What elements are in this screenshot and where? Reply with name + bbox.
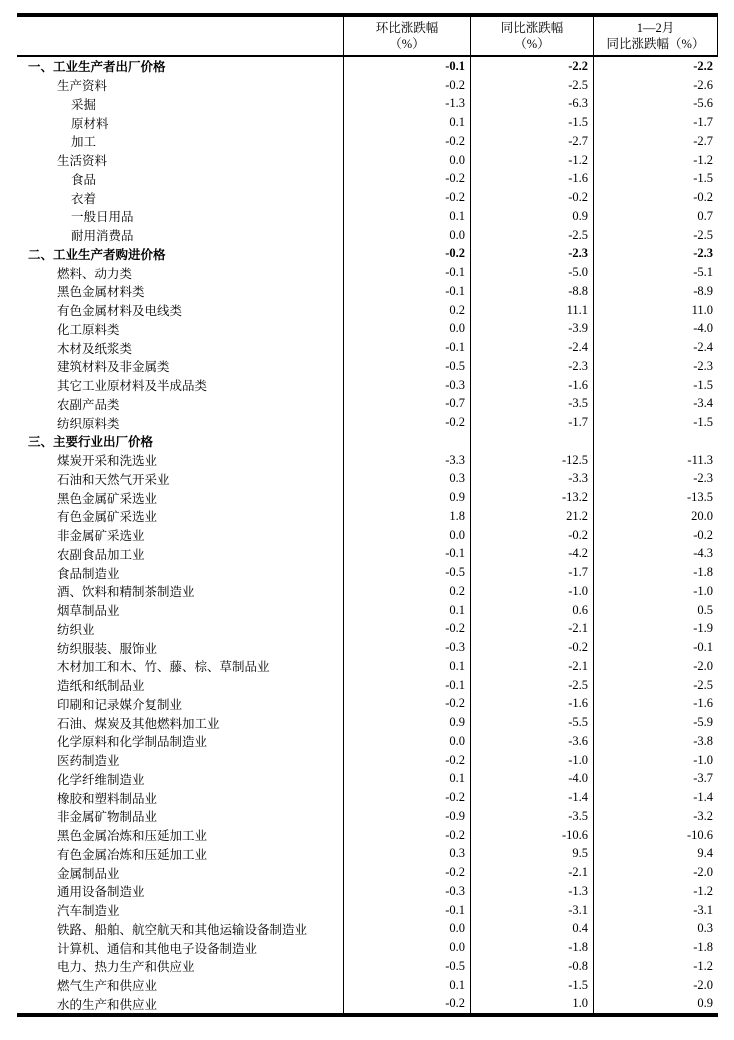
value-cell: -0.1 — [343, 282, 470, 301]
value-cell: -2.0 — [593, 863, 718, 882]
row-label: 采掘 — [71, 97, 97, 112]
value-cell: -1.7 — [470, 413, 593, 432]
row-label: 黑色金属矿采选业 — [57, 491, 158, 506]
value-cell: 9.5 — [470, 845, 593, 864]
row-label: 木材及纸浆类 — [57, 341, 133, 356]
header-label-cell — [17, 17, 343, 57]
row-label: 生活资料 — [57, 154, 108, 169]
table-row — [17, 151, 718, 170]
value-cell: -1.0 — [593, 582, 718, 601]
value-cell: -1.5 — [470, 976, 593, 995]
value-cell: -1.0 — [470, 751, 593, 770]
value-cell: 0.2 — [343, 301, 470, 320]
value-cell: -13.2 — [470, 488, 593, 507]
value-cell: -1.2 — [470, 151, 593, 170]
value-cell: -3.6 — [470, 732, 593, 751]
table-row — [17, 207, 718, 226]
value-cell: -5.1 — [593, 263, 718, 282]
row-label: 纺织服装、服饰业 — [57, 641, 158, 656]
table-row — [17, 770, 718, 789]
table-row — [17, 245, 718, 264]
value-cell: -0.2 — [343, 695, 470, 714]
value-cell: -0.2 — [343, 788, 470, 807]
value-cell: -3.5 — [470, 395, 593, 414]
value-cell: -3.7 — [593, 770, 718, 789]
row-label: 金属制品业 — [57, 866, 120, 881]
table-row — [17, 376, 718, 395]
value-cell: -0.2 — [593, 188, 718, 207]
value-cell: -1.5 — [470, 113, 593, 132]
value-cell: -13.5 — [593, 488, 718, 507]
value-cell: 0.9 — [343, 488, 470, 507]
table-row — [17, 620, 718, 639]
value-cell: -2.5 — [470, 76, 593, 95]
value-cell: -0.8 — [470, 957, 593, 976]
value-cell: -1.6 — [470, 376, 593, 395]
value-cell: 0.3 — [593, 920, 718, 939]
table-row — [17, 826, 718, 845]
value-cell: 0.1 — [343, 976, 470, 995]
value-cell: -1.3 — [343, 95, 470, 114]
table-row — [17, 995, 718, 1014]
value-cell: -1.2 — [593, 151, 718, 170]
table-row — [17, 751, 718, 770]
value-cell: -1.2 — [593, 957, 718, 976]
value-cell: -0.2 — [470, 638, 593, 657]
value-cell: -2.3 — [593, 357, 718, 376]
value-cell: -12.5 — [470, 451, 593, 470]
value-cell: -10.6 — [470, 826, 593, 845]
value-cell: -2.3 — [470, 245, 593, 264]
value-cell: -0.1 — [343, 545, 470, 564]
table-row — [17, 676, 718, 695]
row-label: 生产资料 — [57, 79, 108, 94]
value-cell: -2.3 — [593, 470, 718, 489]
value-cell: -0.2 — [343, 826, 470, 845]
value-cell: -4.0 — [593, 320, 718, 339]
row-label: 农副食品加工业 — [57, 547, 145, 562]
value-cell: -0.1 — [343, 263, 470, 282]
value-cell: -1.9 — [593, 620, 718, 639]
table-row — [17, 113, 718, 132]
value-cell: 0.1 — [343, 601, 470, 620]
table-row — [17, 132, 718, 151]
value-cell: -1.6 — [470, 695, 593, 714]
row-label: 非金属矿采选业 — [57, 529, 145, 544]
price-index-table — [17, 13, 718, 1017]
value-cell: 0.0 — [343, 320, 470, 339]
value-cell: -0.9 — [343, 807, 470, 826]
value-cell: -2.2 — [470, 57, 593, 76]
row-label: 水的生产和供应业 — [57, 997, 158, 1012]
value-cell: -3.8 — [593, 732, 718, 751]
table-row — [17, 788, 718, 807]
row-label: 食品制造业 — [57, 566, 120, 581]
value-cell: -0.1 — [343, 338, 470, 357]
row-label: 纺织业 — [57, 622, 95, 637]
value-cell: -1.0 — [470, 582, 593, 601]
table-row — [17, 807, 718, 826]
table-row — [17, 432, 718, 451]
value-cell: 0.0 — [343, 151, 470, 170]
value-cell: -11.3 — [593, 451, 718, 470]
table-row — [17, 413, 718, 432]
table-row — [17, 601, 718, 620]
value-cell: -0.1 — [343, 676, 470, 695]
value-cell: -2.2 — [593, 57, 718, 76]
table-row — [17, 582, 718, 601]
header-line: 1—2月 — [636, 21, 675, 35]
value-cell: 0.6 — [470, 601, 593, 620]
value-cell: -2.7 — [470, 132, 593, 151]
value-cell: -0.5 — [343, 357, 470, 376]
value-cell: 0.0 — [343, 526, 470, 545]
table-row — [17, 563, 718, 582]
row-label: 一般日用品 — [71, 210, 134, 225]
price-index-table-wrap — [17, 13, 718, 1017]
row-label: 煤炭开采和洗选业 — [57, 454, 158, 469]
value-cell: -2.3 — [593, 245, 718, 264]
row-label: 农副产品类 — [57, 397, 120, 412]
row-label: 燃料、动力类 — [57, 266, 133, 281]
value-cell: -2.1 — [470, 657, 593, 676]
table-row — [17, 638, 718, 657]
value-cell: -2.1 — [470, 620, 593, 639]
table-row — [17, 170, 718, 189]
value-cell: -4.3 — [593, 545, 718, 564]
row-label: 加工 — [71, 135, 97, 150]
table-row — [17, 920, 718, 939]
header-line: （%） — [514, 37, 550, 51]
value-cell: -1.7 — [470, 563, 593, 582]
value-cell: 0.1 — [343, 113, 470, 132]
value-cell: 0.0 — [343, 920, 470, 939]
row-label: 化工原料类 — [57, 322, 120, 337]
table-row — [17, 76, 718, 95]
value-cell: -1.5 — [593, 376, 718, 395]
table-row — [17, 470, 718, 489]
value-cell: -2.7 — [593, 132, 718, 151]
header-line: 环比涨跌幅 — [375, 21, 439, 35]
row-label: 石油、煤炭及其他燃料加工业 — [57, 716, 220, 731]
value-cell: -0.3 — [343, 882, 470, 901]
value-cell: -6.3 — [470, 95, 593, 114]
value-cell: -0.2 — [470, 526, 593, 545]
value-cell: -2.0 — [593, 657, 718, 676]
row-label: 黑色金属冶炼和压延加工业 — [57, 829, 208, 844]
table-row — [17, 545, 718, 564]
table-row — [17, 338, 718, 357]
value-cell: 0.3 — [343, 470, 470, 489]
value-cell: -1.5 — [593, 413, 718, 432]
table-row — [17, 226, 718, 245]
value-cell: 11.1 — [470, 301, 593, 320]
value-cell: -4.0 — [470, 770, 593, 789]
value-cell: -5.0 — [470, 263, 593, 282]
value-cell: -2.6 — [593, 76, 718, 95]
row-label: 烟草制品业 — [57, 604, 120, 619]
table-row — [17, 282, 718, 301]
row-label: 食品 — [71, 172, 97, 187]
value-cell: 0.2 — [343, 582, 470, 601]
value-cell: 21.2 — [470, 507, 593, 526]
value-cell: 9.4 — [593, 845, 718, 864]
row-label: 铁路、船舶、航空航天和其他运输设备制造业 — [57, 922, 308, 937]
value-cell: -3.9 — [470, 320, 593, 339]
row-label: 黑色金属材料类 — [57, 285, 145, 300]
value-cell: -0.2 — [593, 526, 718, 545]
row-label: 化学原料和化学制品制造业 — [57, 735, 208, 750]
row-label: 有色金属矿采选业 — [57, 510, 158, 525]
value-cell: -4.2 — [470, 545, 593, 564]
row-label: 汽车制造业 — [57, 904, 120, 919]
header-row — [17, 17, 718, 57]
table-row — [17, 863, 718, 882]
value-cell: 0.9 — [470, 207, 593, 226]
value-cell: -1.4 — [593, 788, 718, 807]
value-cell: -0.2 — [343, 751, 470, 770]
value-cell: -2.5 — [593, 676, 718, 695]
value-cell: -0.5 — [343, 957, 470, 976]
value-cell: -0.2 — [343, 132, 470, 151]
value-cell: -0.1 — [343, 57, 470, 76]
table-row — [17, 507, 718, 526]
value-cell: -8.9 — [593, 282, 718, 301]
table-row — [17, 357, 718, 376]
row-label: 橡胶和塑料制品业 — [57, 791, 158, 806]
row-label: 其它工业原材料及半成品类 — [57, 379, 208, 394]
header-line: 同比涨跌幅（%） — [606, 37, 705, 51]
value-cell: -0.5 — [343, 563, 470, 582]
value-cell: 0.4 — [470, 920, 593, 939]
value-cell: -2.0 — [593, 976, 718, 995]
header-line: （%） — [389, 37, 425, 51]
value-cell: -2.5 — [470, 226, 593, 245]
value-cell: -0.7 — [343, 395, 470, 414]
value-cell — [593, 432, 718, 451]
value-cell: -3.1 — [470, 901, 593, 920]
table-row — [17, 976, 718, 995]
value-cell: -3.5 — [470, 807, 593, 826]
header-yoy-change — [470, 17, 593, 57]
header-jan-feb-yoy-change — [593, 17, 718, 57]
row-label: 有色金属冶炼和压延加工业 — [57, 847, 208, 862]
row-label: 燃气生产和供应业 — [57, 979, 158, 994]
value-cell: -1.8 — [593, 563, 718, 582]
table-row — [17, 188, 718, 207]
value-cell: -2.4 — [470, 338, 593, 357]
value-cell: -1.4 — [470, 788, 593, 807]
value-cell: -1.6 — [593, 695, 718, 714]
value-cell: -0.2 — [470, 188, 593, 207]
table-row — [17, 57, 718, 76]
row-label: 一、工业生产者出厂价格 — [28, 60, 166, 75]
row-label: 三、主要行业出厂价格 — [28, 435, 154, 450]
value-cell: -10.6 — [593, 826, 718, 845]
value-cell: -0.1 — [343, 901, 470, 920]
table-header — [17, 17, 718, 57]
value-cell: -3.4 — [593, 395, 718, 414]
row-label: 耐用消费品 — [71, 229, 134, 244]
value-cell: -5.5 — [470, 713, 593, 732]
value-cell: -3.3 — [343, 451, 470, 470]
value-cell: -1.2 — [593, 882, 718, 901]
value-cell: -3.1 — [593, 901, 718, 920]
value-cell: 1.8 — [343, 507, 470, 526]
row-label: 化学纤维制造业 — [57, 772, 145, 787]
row-label: 木材加工和木、竹、藤、棕、草制品业 — [57, 660, 270, 675]
row-label: 石油和天然气开采业 — [57, 472, 170, 487]
row-label: 原材料 — [71, 116, 109, 131]
value-cell: -0.2 — [343, 995, 470, 1014]
value-cell: -0.3 — [343, 376, 470, 395]
value-cell: -8.8 — [470, 282, 593, 301]
value-cell: 0.9 — [343, 713, 470, 732]
value-cell: -0.3 — [343, 638, 470, 657]
table-row — [17, 301, 718, 320]
row-label: 医药制造业 — [57, 754, 120, 769]
table-row — [17, 526, 718, 545]
row-label: 造纸和纸制品业 — [57, 679, 145, 694]
row-label: 非金属矿物制品业 — [57, 810, 158, 825]
value-cell: 0.0 — [343, 732, 470, 751]
table-row — [17, 845, 718, 864]
row-label: 衣着 — [71, 191, 97, 206]
table-row — [17, 957, 718, 976]
value-cell: -0.2 — [343, 76, 470, 95]
value-cell: 0.9 — [593, 995, 718, 1014]
value-cell — [343, 432, 470, 451]
value-cell: -0.2 — [343, 620, 470, 639]
table-row — [17, 901, 718, 920]
value-cell: 11.0 — [593, 301, 718, 320]
value-cell: -1.8 — [593, 938, 718, 957]
value-cell: 0.1 — [343, 770, 470, 789]
row-label: 印刷和记录媒介复制业 — [57, 697, 183, 712]
value-cell: -1.3 — [470, 882, 593, 901]
table-row — [17, 451, 718, 470]
table-row — [17, 732, 718, 751]
value-cell: -2.4 — [593, 338, 718, 357]
header-line: 同比涨跌幅 — [500, 21, 564, 35]
row-label: 通用设备制造业 — [57, 885, 145, 900]
value-cell: -2.1 — [470, 863, 593, 882]
table-row — [17, 320, 718, 339]
value-cell: 0.0 — [343, 226, 470, 245]
table-row — [17, 882, 718, 901]
table-row — [17, 657, 718, 676]
value-cell: -0.2 — [343, 413, 470, 432]
table-row — [17, 488, 718, 507]
row-label: 建筑材料及非金属类 — [57, 360, 170, 375]
header-mom-change — [343, 17, 470, 57]
value-cell: 0.0 — [343, 938, 470, 957]
table-row — [17, 263, 718, 282]
value-cell: -1.5 — [593, 170, 718, 189]
table-body — [17, 57, 718, 1013]
value-cell: -3.3 — [470, 470, 593, 489]
value-cell: -1.8 — [470, 938, 593, 957]
table-row — [17, 938, 718, 957]
value-cell: 0.5 — [593, 601, 718, 620]
table-row — [17, 395, 718, 414]
table-row — [17, 713, 718, 732]
row-label: 纺织原料类 — [57, 416, 120, 431]
value-cell: -1.0 — [593, 751, 718, 770]
value-cell: 0.1 — [343, 207, 470, 226]
value-cell: 20.0 — [593, 507, 718, 526]
value-cell: -0.2 — [343, 188, 470, 207]
value-cell: -0.2 — [343, 170, 470, 189]
value-cell: -5.6 — [593, 95, 718, 114]
table-row — [17, 95, 718, 114]
value-cell: 0.3 — [343, 845, 470, 864]
row-label: 计算机、通信和其他电子设备制造业 — [57, 941, 258, 956]
value-cell: -0.2 — [343, 245, 470, 264]
value-cell: -2.5 — [470, 676, 593, 695]
value-cell: -1.7 — [593, 113, 718, 132]
value-cell: -0.2 — [343, 863, 470, 882]
value-cell: 0.1 — [343, 657, 470, 676]
row-label: 有色金属材料及电线类 — [57, 304, 183, 319]
table-row — [17, 695, 718, 714]
row-label: 酒、饮料和精制茶制造业 — [57, 585, 195, 600]
value-cell: 0.7 — [593, 207, 718, 226]
value-cell: -2.5 — [593, 226, 718, 245]
value-cell: 1.0 — [470, 995, 593, 1014]
value-cell: -3.2 — [593, 807, 718, 826]
value-cell: -1.6 — [470, 170, 593, 189]
row-label: 二、工业生产者购进价格 — [28, 247, 166, 262]
value-cell: -0.1 — [593, 638, 718, 657]
row-label: 电力、热力生产和供应业 — [57, 960, 195, 975]
value-cell: -2.3 — [470, 357, 593, 376]
value-cell — [470, 432, 593, 451]
value-cell: -5.9 — [593, 713, 718, 732]
